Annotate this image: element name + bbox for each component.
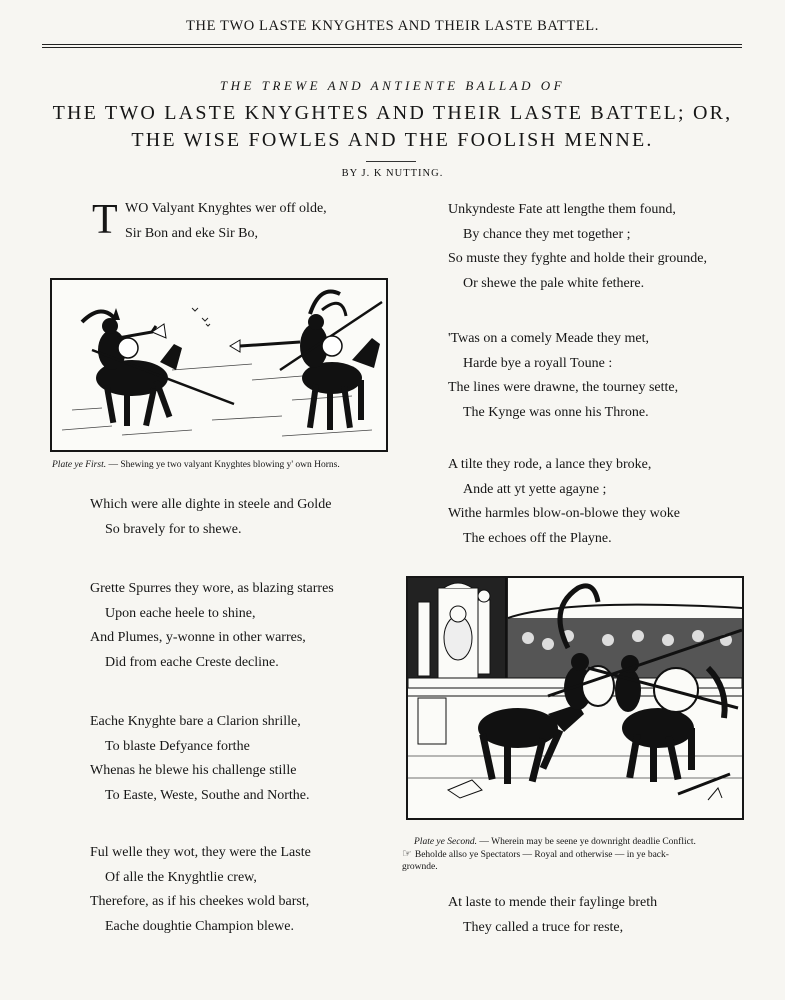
verse-line: Therefore, as if his cheekes wold barst, (90, 894, 310, 909)
left-stanza-3 (90, 577, 334, 675)
verse-line: Upon eache heele to shine, (105, 605, 256, 621)
title-rule (366, 161, 416, 162)
verse-line: Withe harmles blow-on-blowe they woke (448, 506, 680, 521)
right-stanza-1 (448, 198, 707, 296)
left-stanza-2 (90, 493, 331, 542)
verse-line: So bravely for to shewe. (105, 521, 242, 537)
right-stanza-4 (448, 891, 657, 940)
ballad-subtitle: THE TREWE AND ANTIENTE BALLAD OF (219, 78, 566, 93)
verse-line: Ande att yt yette agayne ; (463, 481, 607, 497)
verse-line: To Easte, Weste, Southe and Northe. (105, 787, 310, 803)
byline: BY J. K NUTTING. (341, 168, 444, 179)
verse-line: Ful welle they wot, they were the Laste (90, 845, 311, 860)
verse-line: WO Valyant Knyghtes wer off olde, (125, 201, 327, 216)
verse-line: Or shewe the pale white fethere. (463, 275, 645, 291)
right-stanza-3 (448, 453, 680, 551)
title-line-2: THE WISE FOWLES AND THE FOOLISH MENNE. (131, 129, 654, 151)
verse-line: The Kynge was onne his Throne. (463, 404, 649, 420)
verse-line: Whenas he blewe his challenge stille (90, 763, 297, 778)
verse-line: Did from eache Creste decline. (105, 654, 279, 670)
verse-line: Eache Knyghte bare a Clarion shrille, (90, 714, 301, 729)
plate-first-caption (52, 459, 397, 471)
verse-line: 'Twas on a comely Meade they met, (448, 331, 649, 346)
verse-line: Eache doughtie Champion blewe. (105, 918, 294, 934)
verse-line: At laste to mende their faylinge breth (448, 895, 658, 910)
plate-second-text-2: Beholde allso ye Spectators — Royal and otherwise — in ye back- (414, 850, 669, 860)
verse-line: To blaste Defyance forthe (105, 738, 250, 754)
header-rule-double (42, 47, 742, 48)
knights-blowing-horns-illustration (52, 280, 386, 450)
verse-line: Unkyndeste Fate att lengthe them found, (448, 202, 676, 217)
verse-line: The echoes off the Playne. (463, 530, 612, 546)
verse-line: They called a truce for reste, (463, 919, 624, 935)
pointing-hand-icon: ☞ (402, 848, 412, 860)
verse-line: The lines were drawne, the tourney sette, (448, 380, 679, 395)
plate-first-text: — Shewing ye two valyant Knyghtes blowing y' own Horns. (106, 460, 340, 470)
verse-line: And Plumes, y-wonne in other warres, (90, 630, 306, 645)
knights-jousting-illustration (408, 578, 742, 818)
plate-first-label: Plate ye First. (52, 460, 107, 470)
plate-second-caption (402, 836, 752, 873)
verse-line: A tilte they rode, a lance they broke, (448, 457, 652, 472)
verse-line: Which were alle dighte in steele and Golde (90, 497, 332, 512)
plate-first-illustration (50, 278, 388, 452)
title-line-1: THE TWO LASTE KNYGHTES AND THEIR LASTE BATTEL; OR, (52, 102, 733, 124)
left-stanza-1 (125, 197, 327, 246)
verse-line: By chance they met together ; (463, 226, 631, 242)
plate-second-text-3: grownde. (402, 862, 438, 872)
running-head: THE TWO LASTE KNYGHTES AND THEIR LASTE BATTEL. (186, 18, 599, 34)
verse-line: So muste they fyghte and holde their grounde, (448, 251, 707, 266)
verse-line: Sir Bon and eke Sir Bo, (125, 225, 258, 241)
plate-second-label: Plate ye Second. (414, 837, 478, 847)
plate-second-text-1: — Wherein may be seene ye downright deadlie Conflict. (477, 837, 696, 847)
drop-cap: T (92, 197, 118, 243)
plate-second-illustration (406, 576, 744, 820)
left-stanza-4 (90, 710, 309, 808)
right-stanza-2 (448, 327, 678, 425)
verse-line: Of alle the Knyghtlie crew, (105, 869, 257, 885)
verse-line: Grette Spurres they wore, as blazing starres (90, 581, 334, 596)
header-rule (42, 44, 742, 45)
verse-line: Harde bye a royall Toune : (463, 355, 613, 371)
left-stanza-5 (90, 841, 311, 939)
